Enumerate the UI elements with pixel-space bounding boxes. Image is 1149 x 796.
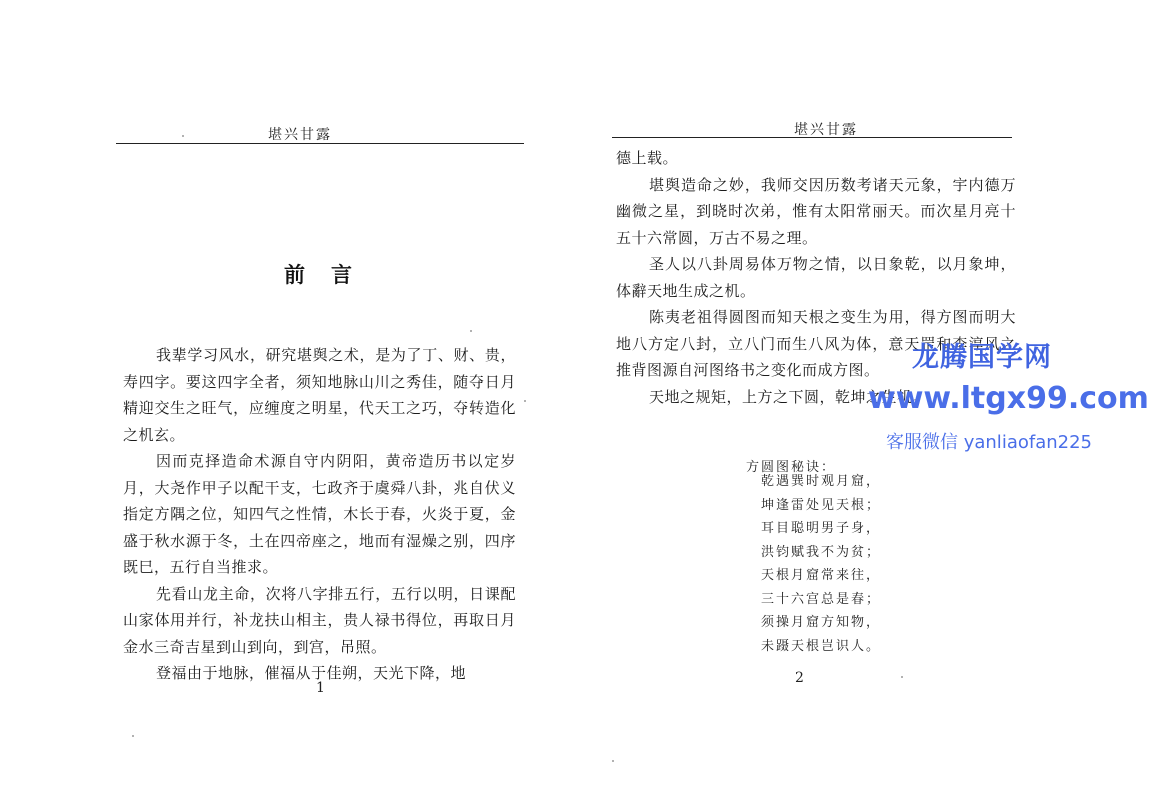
verse-line: 须操月窟方知物， bbox=[761, 615, 882, 630]
left-page bbox=[0, 0, 558, 796]
left-paragraph-4: 登福由于地脉，催福从于佳朔，天光下降，地 bbox=[156, 664, 467, 682]
preface-title bbox=[284, 259, 352, 289]
verse-label: 方圆图秘诀： bbox=[746, 460, 837, 475]
verse-line: 三十六宫总是春； bbox=[761, 591, 882, 607]
watermark-brand: 龙腾国学网 bbox=[912, 342, 1052, 373]
right-paragraph-2: 堪舆造命之妙，我师交因历数考诸天元象，宇内德万幽微之星，到晓时次弟，惟有太阳常丽天。而次星月亮十五十六常圆，万古不易之理。 bbox=[616, 175, 1016, 247]
verse-block bbox=[761, 470, 881, 658]
verse-line: 未蹑天根岂识人。 bbox=[761, 638, 882, 654]
left-paragraph-2: 因而克择造命术源自守内阴阳，黄帝造历书以定岁月，大尧作甲子以配干支，七政齐于虞舜八卦，兆自伏义指定方隅之位，知四气之性情，木长于春，火炎于夏，金盛于秋水源于冬，土在四帝座之，地而有湿燥之别，四序既巳，五行自当推求。 bbox=[123, 452, 516, 576]
left-running-head: 堪兴甘露 bbox=[268, 127, 332, 143]
scan-speck bbox=[132, 735, 134, 737]
preface-title-char-2: 言 bbox=[331, 262, 352, 287]
scan-speck bbox=[612, 760, 614, 762]
scan-speck bbox=[901, 676, 903, 678]
preface-title-char-1: 前 bbox=[284, 262, 305, 287]
verse-line: 洪钧赋我不为贫； bbox=[761, 544, 882, 560]
right-header-rule bbox=[612, 137, 1012, 138]
right-paragraph-3: 圣人以八卦周易体万物之情，以日象乾，以月象坤，体辭天地生成之机。 bbox=[616, 255, 1016, 300]
verse-line: 天根月窟常来往， bbox=[761, 568, 882, 583]
right-page-number: 2 bbox=[795, 670, 804, 686]
verse-line: 乾遇巽时观月窟， bbox=[761, 474, 882, 489]
right-paragraph-5: 天地之规矩，上方之下圆，乾坤之生机。 bbox=[649, 387, 929, 406]
scan-speck bbox=[524, 400, 526, 402]
left-paragraph-1: 我辈学习风水，研究堪舆之术，是为了丁、财、贵，寿四字。要这四字全者，须知地脉山川之秀佳，随夺日月精迎交生之旺气，应缠度之明星，代天工之巧，夺转造化之机玄。 bbox=[123, 346, 516, 444]
right-running-head: 堪兴甘露 bbox=[794, 122, 858, 138]
watermark-contact: 客服微信 yanliaofan225 bbox=[886, 432, 1092, 453]
verse-line: 耳目聪明男子身， bbox=[761, 521, 882, 536]
right-paragraph-1: 德上载。 bbox=[616, 149, 679, 167]
scan-speck bbox=[182, 135, 184, 137]
left-header-rule bbox=[116, 143, 524, 144]
verse-line: 坤逢雷处见天根； bbox=[761, 497, 882, 513]
scan-speck bbox=[470, 330, 472, 332]
right-paragraph-4: 陈夷老祖得圆图而知天根之变生为用，得方图而明大地八方定八封，立八门而生八风为体，意天罡和李淳风之推背图源自河图络书之变化而成方图。 bbox=[616, 308, 1016, 379]
left-paragraph-3: 先看山龙主命，次将八字排五行，五行以明，日课配山家体用并行，补龙扶山相主，贵人禄书得位，再取日月金水三奇吉星到山到向，到宫，吊照。 bbox=[123, 584, 516, 656]
watermark-url: www.ltgx99.com bbox=[868, 381, 1149, 416]
left-page-number: 1 bbox=[316, 680, 325, 696]
left-body-text bbox=[123, 342, 516, 687]
